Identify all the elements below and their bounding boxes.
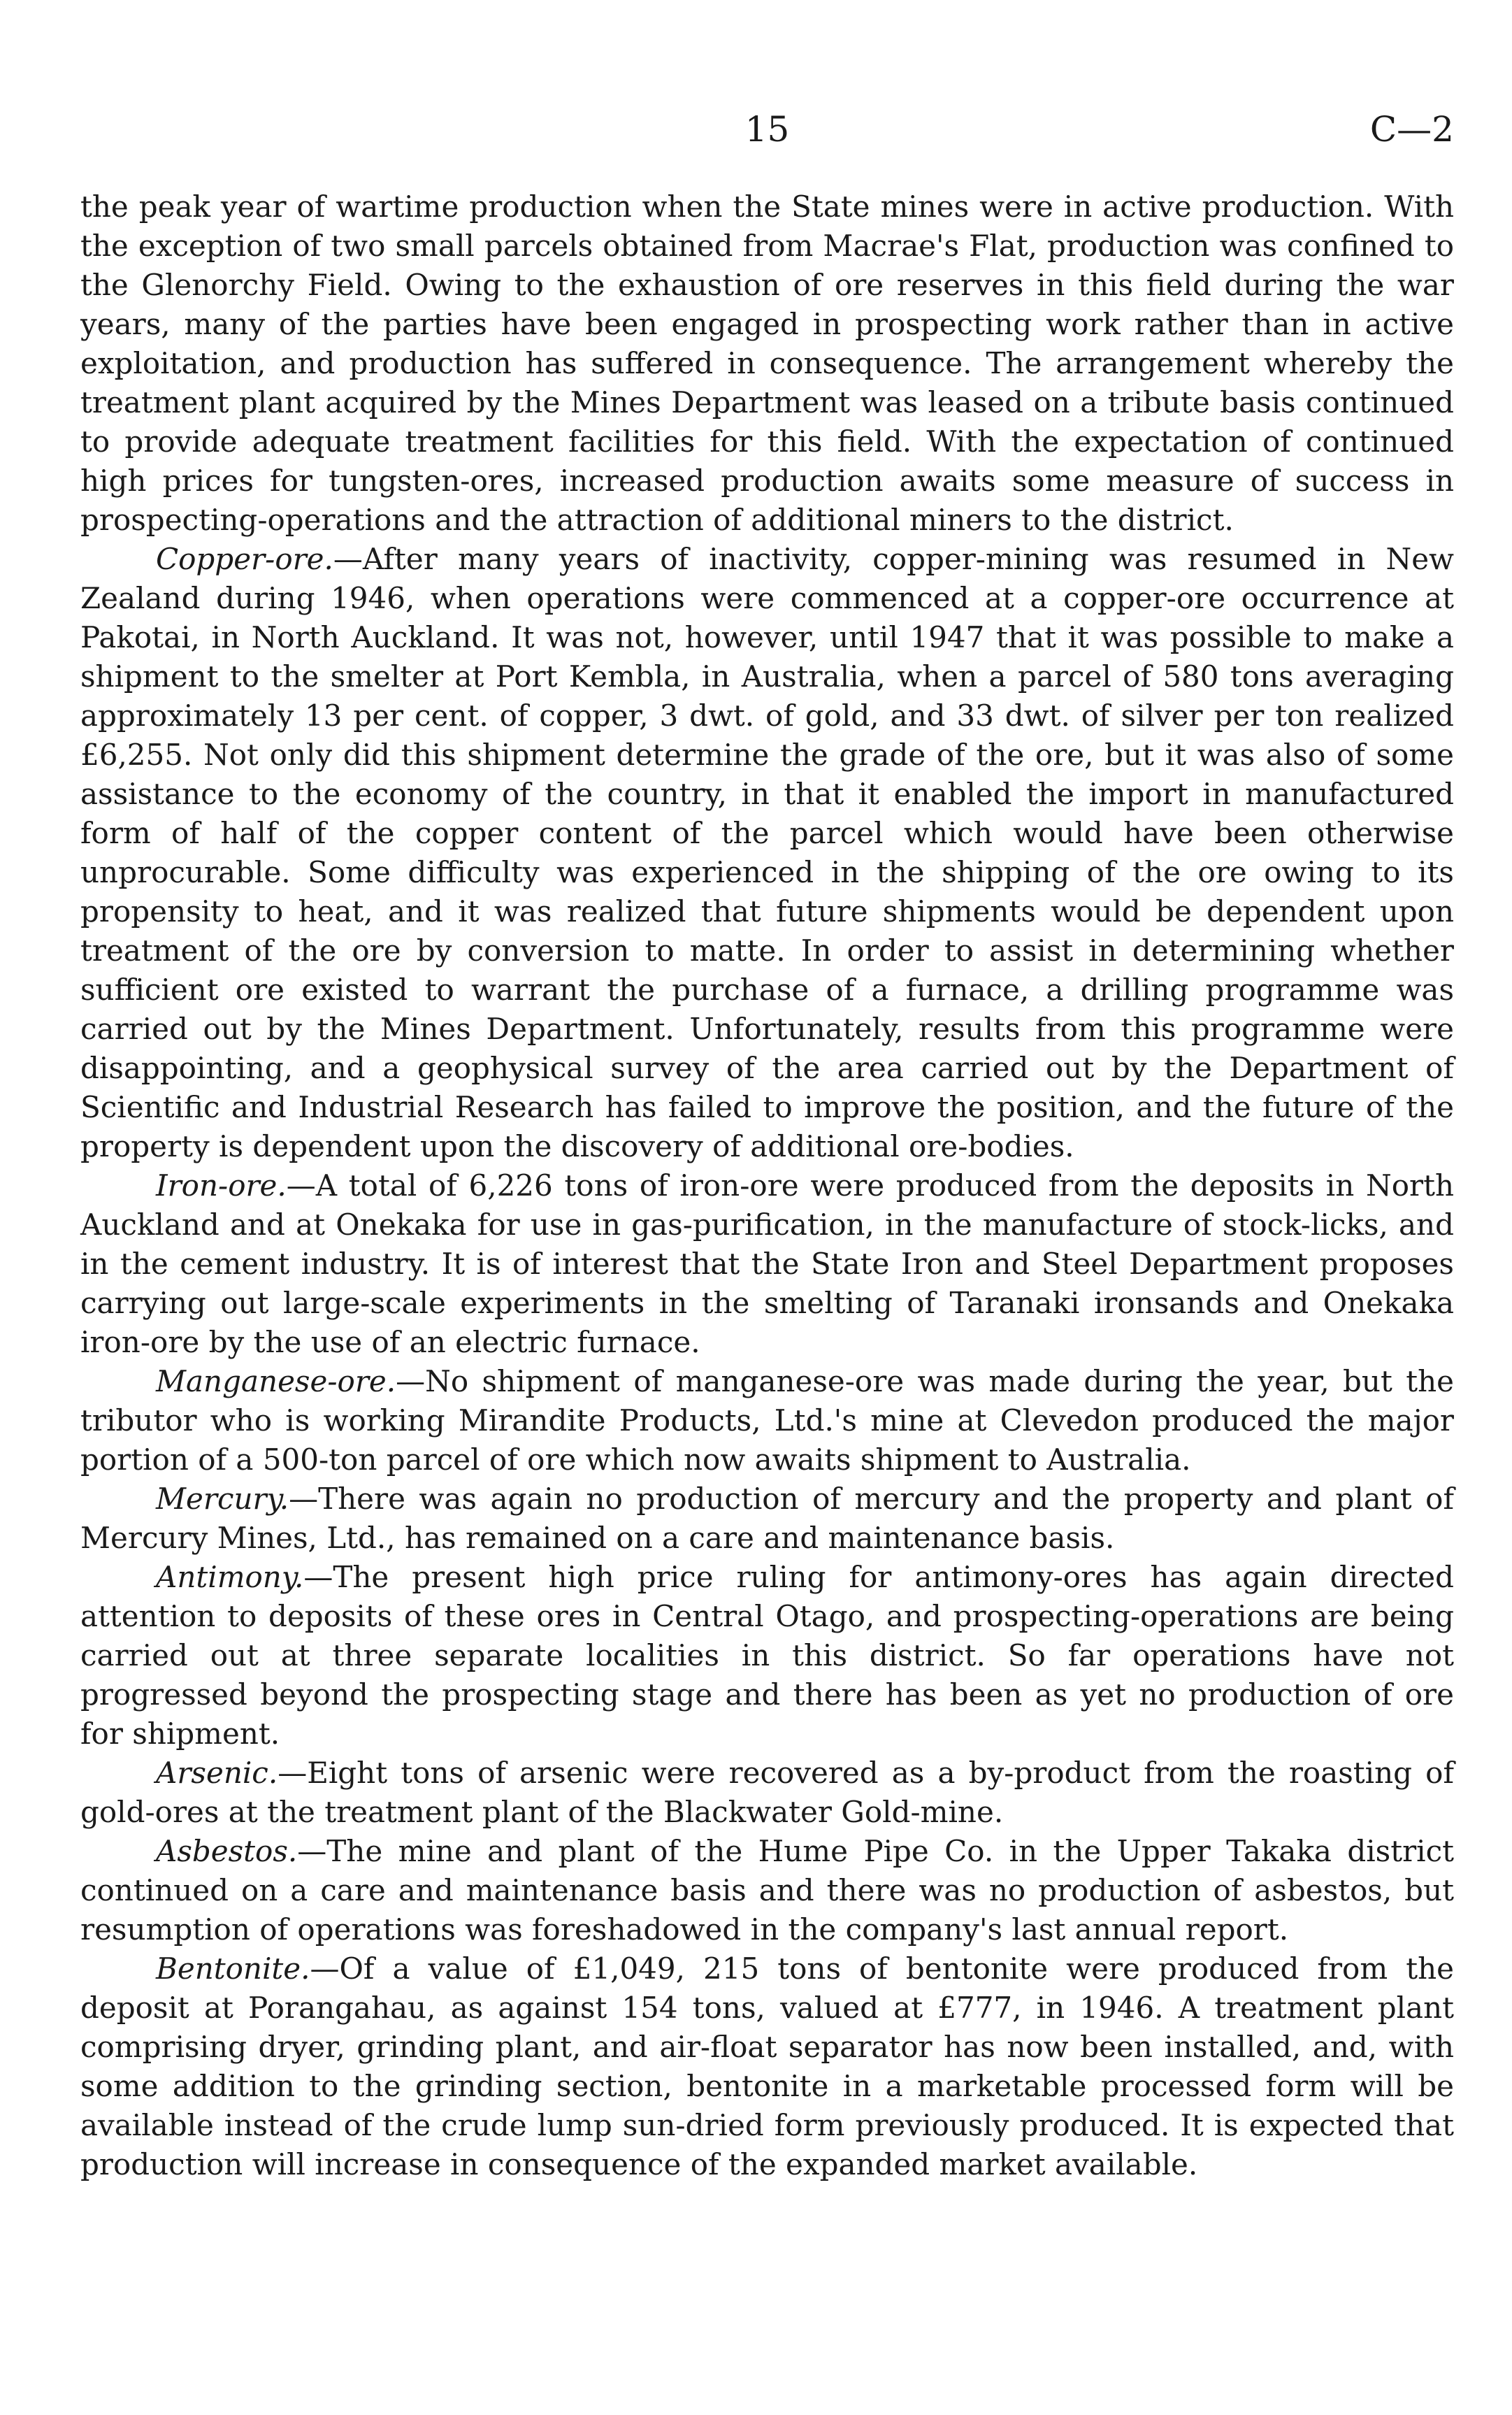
paragraph-text: the peak year of wartime production when the State mines were in active production. With the exception of two small parcels obtained from Macrae's Flat, production was confined to the Glenorchy Field. Owing to the exhaustion of ore reserves in this field during the war years, many of the parties have been engaged in prospecting work rather than in active exploitation, and production has suffered in consequence. The arrangement whereby the treatment plant acquired by the Mines Department was leased on a tribute basis continued to provide adequate treatment facilities for this field. With the expectation of continued high prices for tungsten-ores, increased production awaits some measure of success in prospecting-operations and the attraction of additional miners to the district.	[80, 189, 1454, 537]
section-heading-manganese-ore: Manganese-ore.	[156, 1364, 396, 1398]
paragraph-text: —After many years of inactivity, copper-mining was resumed in New Zealand during 1946, when operations were commenced at a copper-ore occurrence at Pakotai, in North Auckland. It was not, however, until 1947 that it was possible to make a shipment to the smelter at Port Kembla, in Australia, when a parcel of 580 tons averaging approximately 13 per cent. of copper, 3 dwt. of gold, and 33 dwt. of silver per ton realized £6,255. Not only did this shipment determine the grade of the ore, but it was also of some assistance to the economy of the country, in that it enabled the import in manufactured form of half of the copper content of the parcel which would have been otherwise unprocurable. Some difficulty was experienced in the shipping of the ore owing to its propensity to heat, and it was realized that future shipments would be dependent upon treatment of the ore by conversion to matte. In order to assist in determining whether sufficient ore existed to warrant the purchase of a furnace, a drilling programme was carried out by the Mines Department. Unfortunately, results from this programme were disappointing, and a geophysical survey of the area carried out by the Department of Scientific and Industrial Research has failed to improve the position, and the future of the property is dependent upon the discovery of additional ore-bodies.	[80, 542, 1454, 1163]
paragraph-mercury	[80, 1479, 1454, 1558]
section-heading-copper-ore: Copper-ore.	[156, 542, 333, 576]
paragraph-text: —A total of 6,226 tons of iron-ore were produced from the deposits in North Auckland and at Onekaka for use in gas-purification, in the manufacture of stock-licks, and in the cement industry. It is of interest that the State Iron and Steel Department proposes carrying out large-scale experiments in the smelting of Taranaki ironsands and Onekaka iron-ore by the use of an electric furnace.	[80, 1168, 1454, 1359]
section-heading-mercury: Mercury.	[156, 1482, 289, 1516]
page-header	[80, 105, 1454, 154]
document-reference: C—2	[1369, 109, 1454, 150]
paragraph-antimony	[80, 1558, 1454, 1754]
paragraph-text: —No shipment of manganese-ore was made during the year, but the tributor who is working Mirandite Products, Ltd.'s mine at Clevedon produced the major portion of a 500-ton parcel of ore which now awaits shipment to Australia.	[80, 1364, 1454, 1477]
paragraph-tungsten-continued	[80, 187, 1454, 540]
section-heading-arsenic: Arsenic.	[156, 1756, 278, 1790]
paragraph-text: —Of a value of £1,049, 215 tons of bentonite were produced from the deposit at Porangahau, as against 154 tons, valued at £777, in 1946. A treatment plant comprising dryer, grinding plant, and air-float separator has now been installed, and, with some addition to the grinding section, bentonite in a marketable processed form will be available instead of the crude lump sun-dried form previously produced. It is expected that production will increase in consequence of the expanded market available.	[80, 1951, 1454, 2181]
paragraph-text: —Eight tons of arsenic were recovered as a by-product from the roasting of gold-ores at the treatment plant of the Blackwater Gold-mine.	[80, 1756, 1454, 1829]
body-text	[80, 187, 1454, 2184]
page-number: 15	[744, 109, 790, 150]
section-heading-iron-ore: Iron-ore.	[156, 1168, 287, 1203]
paragraph-text: —The mine and plant of the Hume Pipe Co. in the Upper Takaka district continued on a care and maintenance basis and there was no production of asbestos, but resumption of operations was foreshadowed in the company's last annual report.	[80, 1834, 1454, 1947]
paragraph-text: —There was again no production of mercury and the property and plant of Mercury Mines, Ltd., has remained on a care and maintenance basis.	[80, 1482, 1454, 1555]
paragraph-arsenic	[80, 1754, 1454, 1832]
paragraph-asbestos	[80, 1832, 1454, 1949]
paragraph-copper-ore	[80, 540, 1454, 1166]
section-heading-asbestos: Asbestos.	[156, 1834, 298, 1868]
paragraph-manganese-ore	[80, 1362, 1454, 1479]
paragraph-iron-ore	[80, 1166, 1454, 1362]
section-heading-bentonite: Bentonite.	[156, 1951, 310, 1986]
section-heading-antimony: Antimony.	[156, 1560, 304, 1594]
paragraph-bentonite	[80, 1949, 1454, 2184]
paragraph-text: —The present high price ruling for antimony-ores has again directed attention to deposits of these ores in Central Otago, and prospecting-operations are being carried out at three separate localities in this district. So far operations have not progressed beyond the prospecting stage and there has been as yet no production of ore for shipment.	[80, 1560, 1454, 1751]
